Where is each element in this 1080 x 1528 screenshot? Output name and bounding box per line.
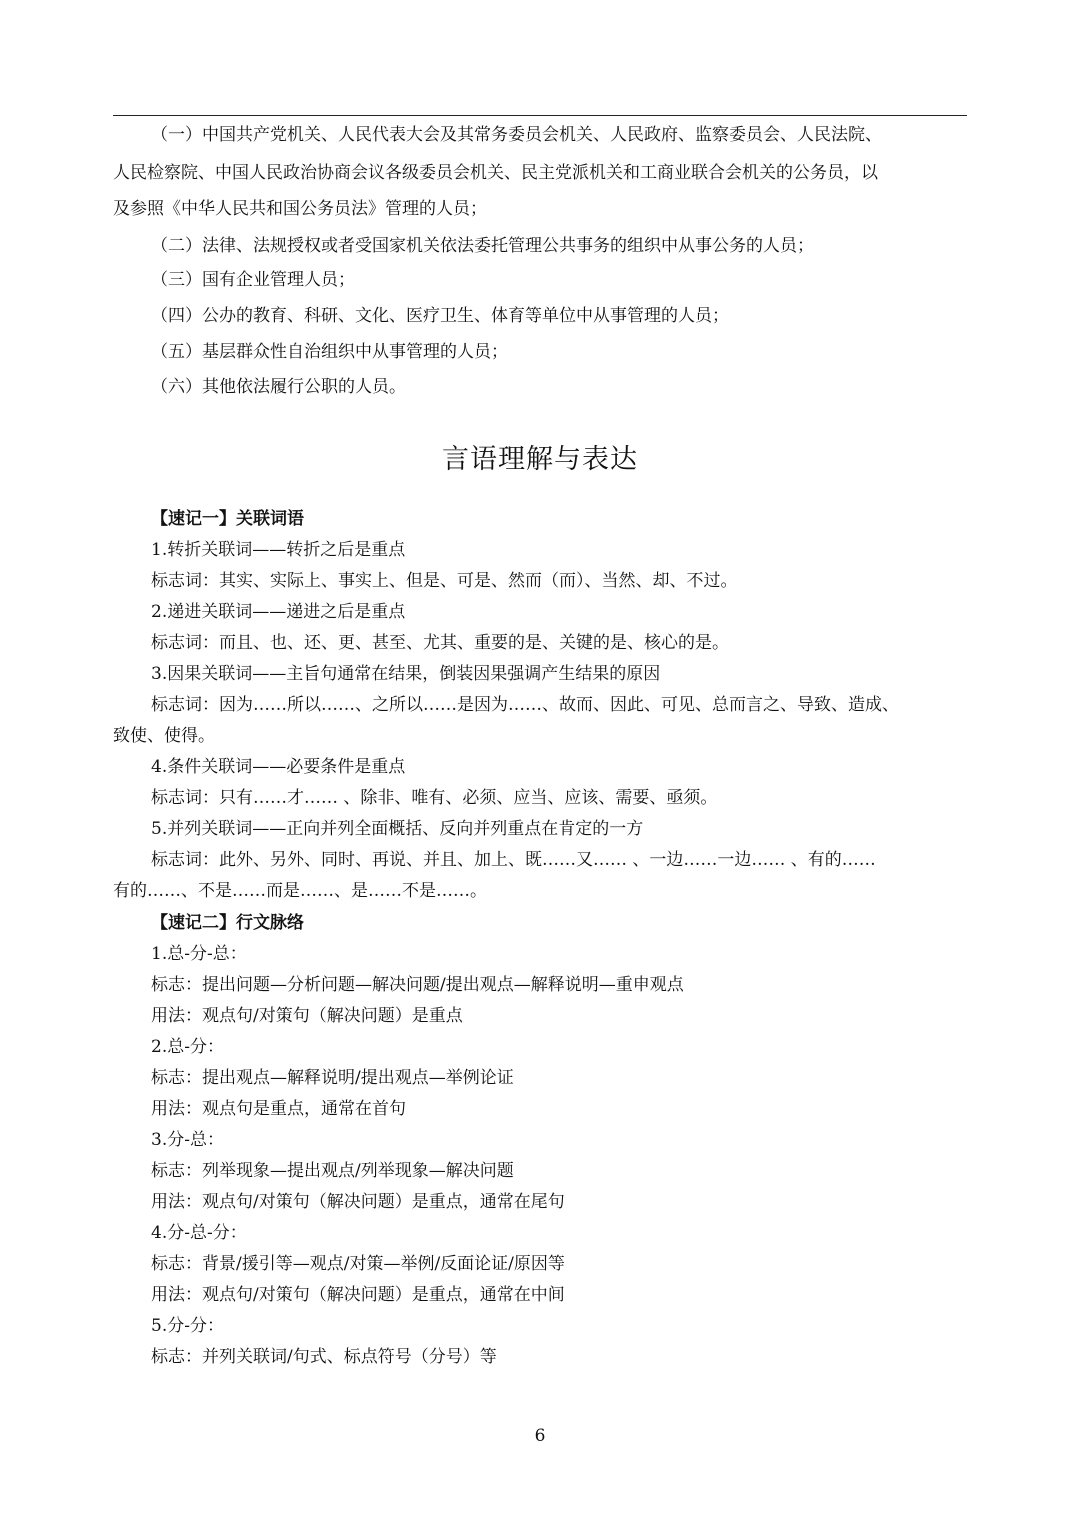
section2-line: 3.分-总： [151,1130,224,1150]
section2-line: 用法：观点句/对策句（解决问题）是重点 [151,1006,463,1026]
section2-line: 标志：背景/援引等—观点/对策—举例/反面论证/原因等 [151,1254,565,1274]
section1-line: 标志词：只有……才…… 、除非、唯有、必须、应当、应该、需要、亟须。 [151,788,718,808]
page-number: 6 [534,1426,546,1446]
section2-line: 标志：列举现象—提出观点/列举现象—解决问题 [151,1161,514,1181]
list-item: （二）法律、法规授权或者受国家机关依法委托管理公共事务的组织中从事公务的人员； [151,236,814,256]
section1-heading: 【速记一】关联词语 [151,509,304,529]
section1-line: 2.递进关联词——递进之后是重点 [151,602,406,622]
list-item: （四）公办的教育、科研、文化、医疗卫生、体育等单位中从事管理的人员； [151,306,729,326]
section2-heading: 【速记二】行文脉络 [151,913,304,933]
section2-line: 用法：观点句/对策句（解决问题）是重点，通常在尾句 [151,1192,565,1212]
section2-line: 2.总-分： [151,1037,224,1057]
list-item: （三）国有企业管理人员； [151,270,355,290]
section2-line: 5.分-分： [151,1316,224,1336]
section2-line: 用法：观点句是重点，通常在首句 [151,1099,406,1119]
section-title: 言语理解与表达 [442,444,638,475]
section1-line: 标志词：其实、实际上、事实上、但是、可是、然而（而）、当然、却、不过。 [151,571,738,591]
section2-line: 标志：提出观点—解释说明/提出观点—举例论证 [151,1068,514,1088]
section1-line: 有的……、不是……而是……、是……不是……。 [113,881,487,901]
section1-line: 3.因果关联词——主旨句通常在结果，倒装因果强调产生结果的原因 [151,664,661,684]
section2-line: 4.分-总-分： [151,1223,247,1243]
section1-line: 1.转折关联词——转折之后是重点 [151,540,406,560]
section1-line: 致使、使得。 [113,726,215,746]
list-item: 及参照《中华人民共和国公务员法》管理的人员； [113,199,487,219]
list-item: 人民检察院、中国人民政治协商会议各级委员会机关、民主党派机关和工商业联合会机关的公务员，以 [113,163,878,183]
section1-line: 标志词：因为……所以……、之所以……是因为……、故而、因此、可见、总而言之、导致、造成、 [151,695,899,715]
list-item: （五）基层群众性自治组织中从事管理的人员； [151,342,508,362]
section1-line: 标志词：而且、也、还、更、甚至、尤其、重要的是、关键的是、核心的是。 [151,633,729,653]
list-item: （一）中国共产党机关、人民代表大会及其常务委员会机关、人民政府、监察委员会、人民法院、 [151,125,882,145]
section1-line: 5.并列关联词——正向并列全面概括、反向并列重点在肯定的一方 [151,819,644,839]
section2-line: 1.总-分-总： [151,944,247,964]
section2-line: 标志：并列关联词/句式、标点符号（分号）等 [151,1347,497,1367]
section1-line: 4.条件关联词——必要条件是重点 [151,757,406,777]
section1-line: 标志词：此外、另外、同时、再说、并且、加上、既……又…… 、一边……一边…… 、有的…… [151,850,876,870]
section2-line: 用法：观点句/对策句（解决问题）是重点，通常在中间 [151,1285,565,1305]
header-rule [113,115,967,116]
list-item: （六）其他依法履行公职的人员。 [151,377,406,397]
section2-line: 标志：提出问题—分析问题—解决问题/提出观点—解释说明—重申观点 [151,975,684,995]
